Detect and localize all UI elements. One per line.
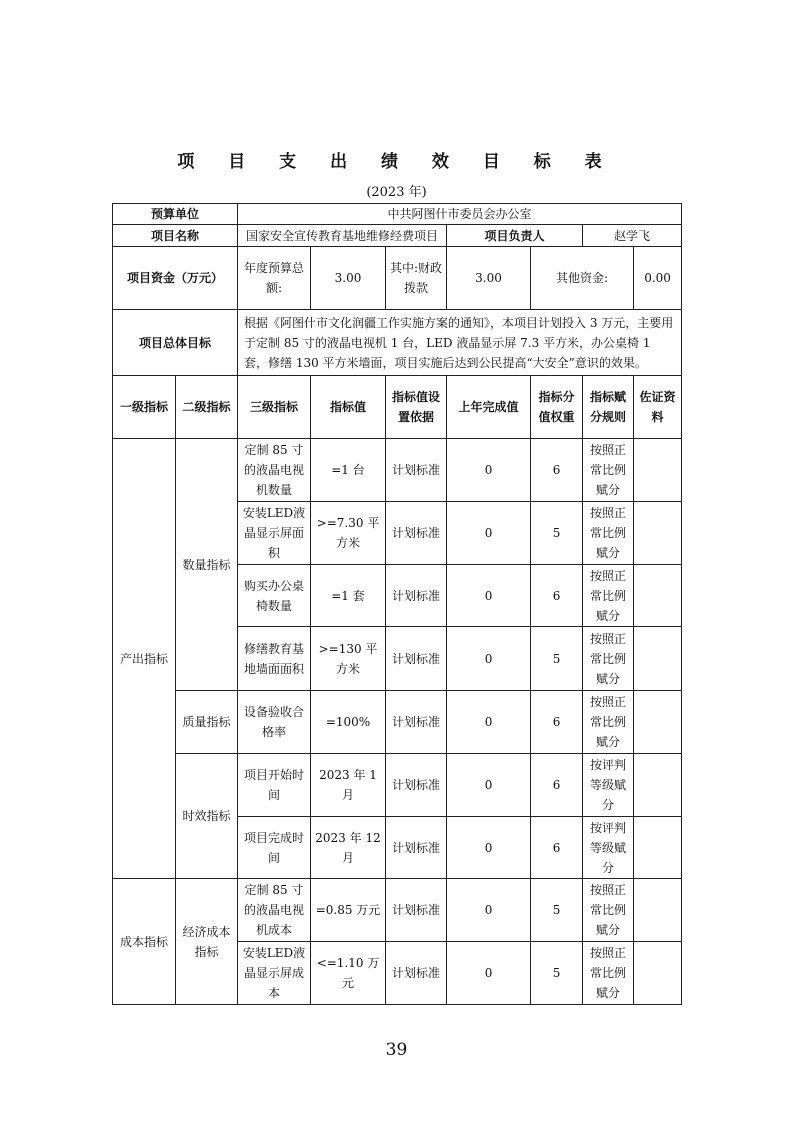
project-name-label: 项目名称 bbox=[113, 225, 238, 247]
annual-budget-value: 3.00 bbox=[311, 247, 386, 310]
header-indicator-value: 指标值 bbox=[311, 376, 386, 439]
header-level2: 二级指标 bbox=[176, 376, 238, 439]
previous-year-value: 0 bbox=[447, 817, 531, 879]
other-funds-label: 其他资金: bbox=[531, 247, 634, 310]
scoring-rule: 按评判等级赋分 bbox=[583, 817, 634, 879]
evidence bbox=[634, 754, 682, 817]
previous-year-value: 0 bbox=[447, 502, 531, 565]
indicator-weight: 6 bbox=[531, 817, 583, 879]
indicator-value: 2023 年 1 月 bbox=[311, 754, 386, 817]
level3-indicator: 购买办公桌椅数量 bbox=[238, 565, 311, 627]
performance-target-table bbox=[112, 203, 682, 1005]
indicator-basis: 计划标准 bbox=[386, 627, 447, 691]
project-leader-value: 赵学飞 bbox=[583, 225, 682, 247]
evidence bbox=[634, 817, 682, 879]
indicator-weight: 5 bbox=[531, 502, 583, 565]
overall-goal-text: 根据《阿图什市文化润疆工作实施方案的通知》，本项目计划投入 3 万元，主要用于定制 85 寸的液晶电视机 1 台，LED 液晶显示屏 7.3 平方米，办公桌椅 1 套，修缮 130 平方米墙面，项目实施后达到公民提高“大安全”意识的效果。 bbox=[238, 310, 682, 376]
budget-unit-label: 预算单位 bbox=[113, 204, 238, 225]
indicator-value: =100% bbox=[311, 691, 386, 754]
level3-indicator: 修缮教育基地墙面面积 bbox=[238, 627, 311, 691]
evidence bbox=[634, 942, 682, 1005]
header-level3: 三级指标 bbox=[238, 376, 311, 439]
scoring-rule: 按照正常比例赋分 bbox=[583, 691, 634, 754]
scoring-rule: 按评判等级赋分 bbox=[583, 754, 634, 817]
page-number: 39 bbox=[385, 1040, 408, 1060]
indicator-value: =1 套 bbox=[311, 565, 386, 627]
header-scoring-rule: 指标赋分规则 bbox=[583, 376, 634, 439]
indicator-basis: 计划标准 bbox=[386, 502, 447, 565]
fiscal-allocation-value: 3.00 bbox=[447, 247, 531, 310]
other-funds-value: 0.00 bbox=[634, 247, 682, 310]
header-level1: 一级指标 bbox=[113, 376, 176, 439]
level1-indicator: 成本指标 bbox=[113, 879, 176, 1005]
header-previous-value: 上年完成值 bbox=[447, 376, 531, 439]
budget-unit-value: 中共阿图什市委员会办公室 bbox=[238, 204, 682, 225]
indicator-weight: 6 bbox=[531, 565, 583, 627]
project-name-value: 国家安全宣传教育基地维修经费项目 bbox=[238, 225, 447, 247]
indicator-row bbox=[113, 439, 682, 502]
scoring-rule: 按照正常比例赋分 bbox=[583, 565, 634, 627]
evidence bbox=[634, 691, 682, 754]
fiscal-allocation-label: 其中:财政拨款 bbox=[386, 247, 447, 310]
previous-year-value: 0 bbox=[447, 691, 531, 754]
indicator-weight: 6 bbox=[531, 754, 583, 817]
previous-year-value: 0 bbox=[447, 754, 531, 817]
level2-indicator: 质量指标 bbox=[176, 691, 238, 754]
indicator-basis: 计划标准 bbox=[386, 691, 447, 754]
annual-budget-label: 年度预算总额: bbox=[238, 247, 311, 310]
document-title: 项 目 支 出 绩 效 目 标 表 bbox=[177, 152, 616, 172]
evidence bbox=[634, 565, 682, 627]
indicator-basis: 计划标准 bbox=[386, 439, 447, 502]
evidence bbox=[634, 627, 682, 691]
indicator-value: <=1.10 万元 bbox=[311, 942, 386, 1005]
previous-year-value: 0 bbox=[447, 879, 531, 942]
scoring-rule: 按照正常比例赋分 bbox=[583, 879, 634, 942]
indicator-value: >=7.30 平方米 bbox=[311, 502, 386, 565]
scoring-rule: 按照正常比例赋分 bbox=[583, 439, 634, 502]
level1-indicator: 产出指标 bbox=[113, 439, 176, 879]
previous-year-value: 0 bbox=[447, 942, 531, 1005]
header-evidence: 佐证资料 bbox=[634, 376, 682, 439]
level2-indicator: 经济成本指标 bbox=[176, 879, 238, 1005]
scoring-rule: 按照正常比例赋分 bbox=[583, 502, 634, 565]
indicator-value: =0.85 万元 bbox=[311, 879, 386, 942]
level3-indicator: 项目开始时间 bbox=[238, 754, 311, 817]
project-funds-label: 项目资金（万元） bbox=[113, 247, 238, 310]
header-basis: 指标值设置依据 bbox=[386, 376, 447, 439]
indicator-value: 2023 年 12 月 bbox=[311, 817, 386, 879]
indicator-basis: 计划标准 bbox=[386, 942, 447, 1005]
indicator-value: =1 台 bbox=[311, 439, 386, 502]
indicator-basis: 计划标准 bbox=[386, 817, 447, 879]
project-leader-label: 项目负责人 bbox=[447, 225, 583, 247]
overall-goal-label: 项目总体目标 bbox=[113, 310, 238, 376]
evidence bbox=[634, 879, 682, 942]
previous-year-value: 0 bbox=[447, 627, 531, 691]
evidence bbox=[634, 502, 682, 565]
level2-indicator: 数量指标 bbox=[176, 439, 238, 691]
level3-indicator: 定制 85 寸的液晶电视机数量 bbox=[238, 439, 311, 502]
indicator-value: >=130 平方米 bbox=[311, 627, 386, 691]
scoring-rule: 按照正常比例赋分 bbox=[583, 627, 634, 691]
indicator-weight: 5 bbox=[531, 879, 583, 942]
indicator-weight: 5 bbox=[531, 942, 583, 1005]
indicator-weight: 6 bbox=[531, 691, 583, 754]
indicator-basis: 计划标准 bbox=[386, 754, 447, 817]
evidence bbox=[634, 439, 682, 502]
level3-indicator: 设备验收合格率 bbox=[238, 691, 311, 754]
indicator-row bbox=[113, 691, 682, 754]
level3-indicator: 安装LED液晶显示屏面积 bbox=[238, 502, 311, 565]
indicator-basis: 计划标准 bbox=[386, 565, 447, 627]
previous-year-value: 0 bbox=[447, 439, 531, 502]
header-weight: 指标分值权重 bbox=[531, 376, 583, 439]
indicator-basis: 计划标准 bbox=[386, 879, 447, 942]
level3-indicator: 项目完成时间 bbox=[238, 817, 311, 879]
level2-indicator: 时效指标 bbox=[176, 754, 238, 879]
document-year: (2023 年) bbox=[366, 185, 427, 200]
indicator-row bbox=[113, 754, 682, 817]
level3-indicator: 安装LED液晶显示屏成本 bbox=[238, 942, 311, 1005]
scoring-rule: 按照正常比例赋分 bbox=[583, 942, 634, 1005]
level3-indicator: 定制 85 寸的液晶电视机成本 bbox=[238, 879, 311, 942]
indicator-row bbox=[113, 879, 682, 942]
indicator-weight: 6 bbox=[531, 439, 583, 502]
previous-year-value: 0 bbox=[447, 565, 531, 627]
indicator-weight: 5 bbox=[531, 627, 583, 691]
